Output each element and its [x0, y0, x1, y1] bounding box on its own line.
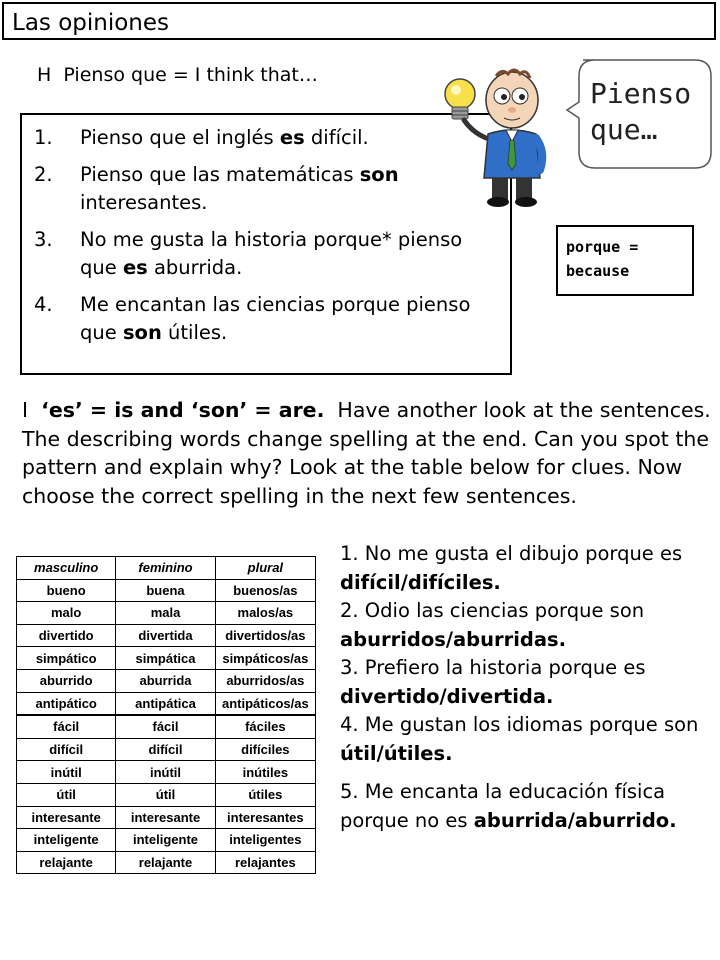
section-i-text: Have another look at the sentences. The describing words change spelling at the end. Can you spot the pattern and explain why? Look at the table below for clues. Now choose the correct spelling in the next few sentences. — [22, 398, 711, 508]
table-cell: útil — [116, 783, 215, 806]
column-header: masculino — [17, 557, 116, 580]
table-cell: fáciles — [215, 715, 315, 738]
table-row — [17, 761, 316, 784]
answer-options: divertido/divertida. — [340, 684, 554, 708]
sentence-text: No me gusta la historia porque* pienso que es aburrida. — [80, 228, 463, 279]
section-h-heading — [37, 64, 318, 86]
sentence-number: 2. — [34, 163, 53, 186]
table-cell: útiles — [215, 783, 315, 806]
table-cell: relajantes — [215, 851, 315, 874]
table-row — [17, 579, 316, 602]
table-cell: antipático — [17, 692, 116, 715]
sentence-item — [34, 291, 500, 347]
table-row — [17, 624, 316, 647]
sentence-number: 3. — [34, 228, 53, 251]
table-header-row — [17, 557, 316, 580]
table-cell: interesante — [17, 806, 116, 829]
table-row — [17, 851, 316, 874]
table-row — [17, 647, 316, 670]
exercise-item: 3. Prefiero la historia porque es divertido/divertida. — [340, 656, 646, 708]
table-cell: difíciles — [215, 738, 315, 761]
exercise-item: 5. Me encanta la educación física porque no es aburrida/aburrido. — [340, 780, 677, 832]
speech-bubble-text — [590, 76, 700, 148]
character-body — [484, 130, 542, 207]
answer-options: aburridos/aburridas. — [340, 627, 567, 651]
sentence-item — [34, 124, 500, 152]
table-row — [17, 692, 316, 715]
porque-line: porque = — [566, 238, 639, 256]
table-cell: divertida — [116, 624, 215, 647]
table-row — [17, 669, 316, 692]
sentence-item — [34, 161, 500, 217]
table-cell: fácil — [116, 715, 215, 738]
table-cell: bueno — [17, 579, 116, 602]
porque-note-box — [556, 225, 694, 296]
porque-line: because — [566, 262, 630, 280]
table-cell: malos/as — [215, 602, 315, 625]
table-cell: aburrida — [116, 669, 215, 692]
sentence-text: Pienso que el inglés es difícil. — [80, 126, 369, 149]
section-i-letter: I — [22, 398, 29, 422]
title-text: Las opiniones — [12, 10, 170, 36]
table-row — [17, 783, 316, 806]
table-row — [17, 806, 316, 829]
table-cell: interesantes — [215, 806, 315, 829]
bubble-line: Pienso — [590, 77, 692, 110]
table-cell: buenos/as — [215, 579, 315, 602]
table-cell: aburridos/as — [215, 669, 315, 692]
page-title — [2, 2, 716, 40]
sentence-text: Pienso que las matemáticas son interesantes. — [80, 163, 399, 214]
thinking-character-illustration — [436, 60, 556, 210]
table-cell: divertido — [17, 624, 116, 647]
section-h-text: Pienso que = I think that… — [63, 64, 318, 86]
table-cell: relajante — [17, 851, 116, 874]
section-i-paragraph — [22, 396, 712, 510]
column-header: plural — [215, 557, 315, 580]
table-cell: interesante — [116, 806, 215, 829]
table-cell: inútiles — [215, 761, 315, 784]
answer-options: útil/útiles. — [340, 741, 453, 765]
character-head — [486, 70, 538, 128]
answer-options: aburrida/aburrido. — [473, 808, 677, 832]
table-cell: relajante — [116, 851, 215, 874]
table-cell: simpático — [17, 647, 116, 670]
table-cell: inteligente — [17, 829, 116, 852]
exercise-item: 4. Me gustan los idiomas porque son útil/útiles. — [340, 713, 699, 765]
exercise-item: 1. No me gusta el dibujo porque es difícil/difíciles. — [340, 542, 683, 594]
bubble-line: que… — [590, 113, 658, 146]
section-i-bold: ‘es’ = is and ‘son’ = are. — [41, 398, 325, 422]
table-cell: antipáticos/as — [215, 692, 315, 715]
table-cell: inútil — [17, 761, 116, 784]
table-cell: mala — [116, 602, 215, 625]
table-cell: simpática — [116, 647, 215, 670]
sentence-number: 1. — [34, 126, 53, 149]
table-cell: buena — [116, 579, 215, 602]
table-cell: útil — [17, 783, 116, 806]
section-h-letter: H — [37, 64, 52, 86]
table-cell: simpáticos/as — [215, 647, 315, 670]
table-row — [17, 738, 316, 761]
table-cell: fácil — [17, 715, 116, 738]
exercise-item: 2. Odio las ciencias porque son aburridos/aburridas. — [340, 599, 645, 651]
table-row — [17, 715, 316, 738]
table-row — [17, 829, 316, 852]
table-cell: inteligente — [116, 829, 215, 852]
sentence-item — [34, 226, 500, 282]
exercise-sentences — [340, 540, 720, 835]
table-cell: inteligentes — [215, 829, 315, 852]
table-cell: antipática — [116, 692, 215, 715]
sentence-text: Me encantan las ciencias porque pienso que son útiles. — [80, 293, 471, 344]
answer-options: difícil/difíciles. — [340, 570, 501, 594]
table-cell: malo — [17, 602, 116, 625]
table-cell: aburrido — [17, 669, 116, 692]
table-cell: difícil — [116, 738, 215, 761]
table-row — [17, 602, 316, 625]
lightbulb-icon — [445, 79, 475, 119]
sentence-number: 4. — [34, 293, 53, 316]
adjective-table — [16, 556, 316, 874]
table-cell: inútil — [116, 761, 215, 784]
table-cell: divertidos/as — [215, 624, 315, 647]
column-header: feminino — [116, 557, 215, 580]
table-cell: difícil — [17, 738, 116, 761]
